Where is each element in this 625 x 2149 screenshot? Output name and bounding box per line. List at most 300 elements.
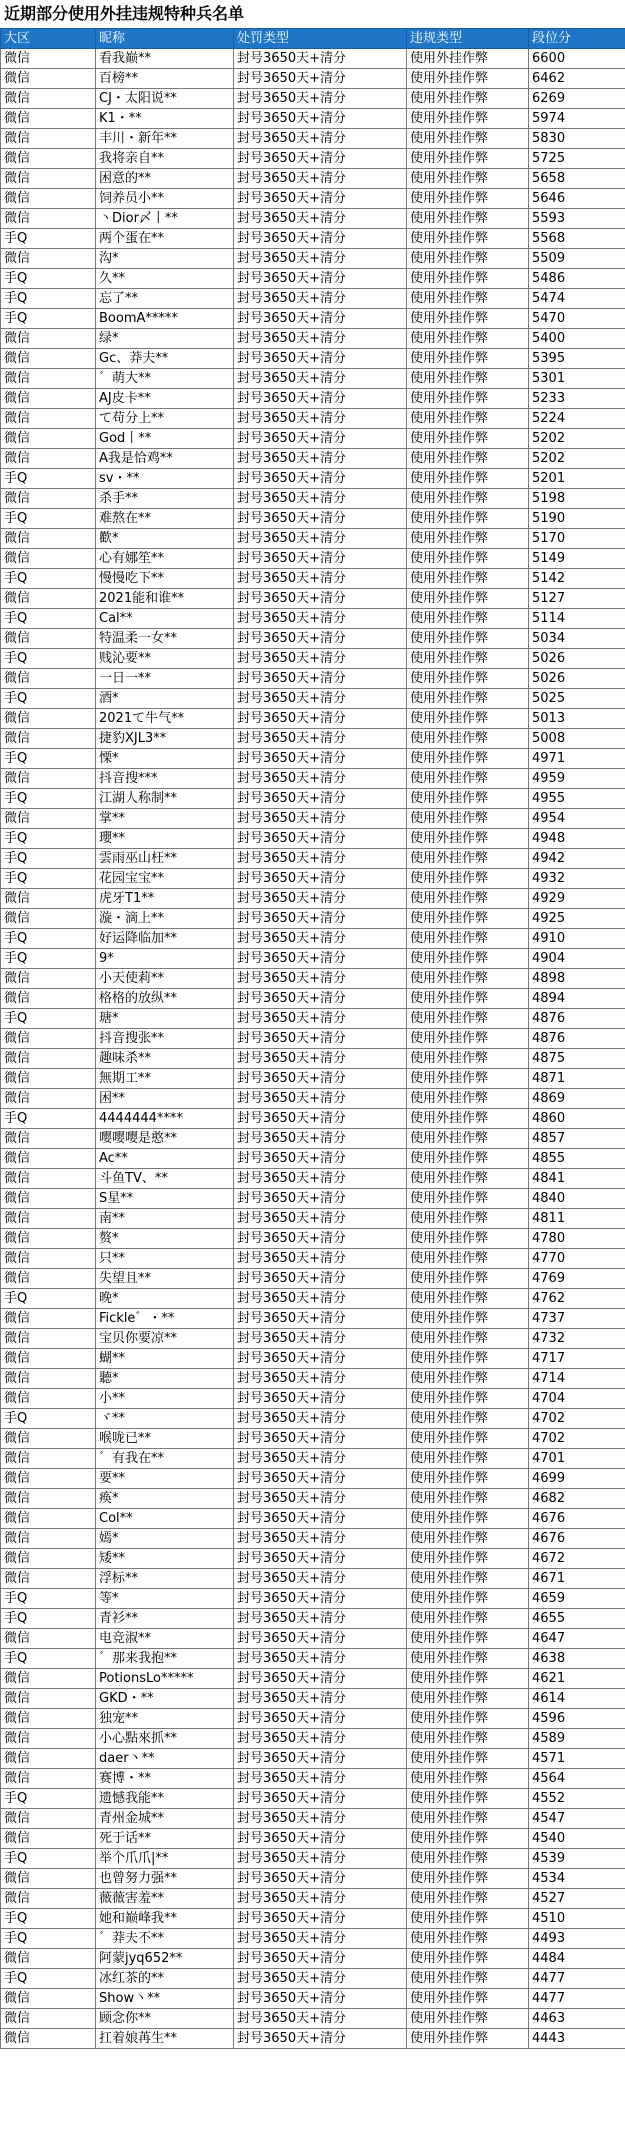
table-row bbox=[1, 969, 625, 989]
table-row bbox=[1, 1689, 625, 1709]
cell-nickname: 赛博・** bbox=[96, 1769, 234, 1789]
cell-penalty: 封号3650天+清分 bbox=[234, 1869, 407, 1889]
cell-violation: 使用外挂作弊 bbox=[407, 1709, 529, 1729]
cell-rank-score: 4932 bbox=[529, 869, 625, 889]
cell-violation: 使用外挂作弊 bbox=[407, 1989, 529, 2009]
cell-penalty: 封号3650天+清分 bbox=[234, 1809, 407, 1829]
cell-region: 手Q bbox=[1, 609, 96, 629]
cell-violation: 使用外挂作弊 bbox=[407, 1649, 529, 1669]
table-row bbox=[1, 1749, 625, 1769]
table-row bbox=[1, 1189, 625, 1209]
cell-violation: 使用外挂作弊 bbox=[407, 1669, 529, 1689]
cell-penalty: 封号3650天+清分 bbox=[234, 1649, 407, 1669]
cell-region: 微信 bbox=[1, 2009, 96, 2029]
cell-nickname: 绿* bbox=[96, 329, 234, 349]
cell-nickname: 小天使莉** bbox=[96, 969, 234, 989]
cell-rank-score: 4672 bbox=[529, 1549, 625, 1569]
cell-violation: 使用外挂作弊 bbox=[407, 869, 529, 889]
table-row bbox=[1, 1409, 625, 1429]
cell-rank-score: 5486 bbox=[529, 269, 625, 289]
cell-penalty: 封号3650天+清分 bbox=[234, 1029, 407, 1049]
cell-region: 微信 bbox=[1, 909, 96, 929]
cell-nickname: 丰川・新年** bbox=[96, 129, 234, 149]
cell-rank-score: 5593 bbox=[529, 209, 625, 229]
cell-rank-score: 5190 bbox=[529, 509, 625, 529]
cell-region: 微信 bbox=[1, 189, 96, 209]
cell-region: 微信 bbox=[1, 809, 96, 829]
cell-nickname: 也曾努力强** bbox=[96, 1869, 234, 1889]
cell-violation: 使用外挂作弊 bbox=[407, 1429, 529, 1449]
cell-penalty: 封号3650天+清分 bbox=[234, 69, 407, 89]
cell-penalty: 封号3650天+清分 bbox=[234, 949, 407, 969]
cell-penalty: 封号3650天+清分 bbox=[234, 689, 407, 709]
table-row bbox=[1, 1289, 625, 1309]
cell-penalty: 封号3650天+清分 bbox=[234, 1249, 407, 1269]
cell-region: 微信 bbox=[1, 1149, 96, 1169]
cell-rank-score: 4954 bbox=[529, 809, 625, 829]
cell-region: 手Q bbox=[1, 1589, 96, 1609]
cell-nickname: K1・** bbox=[96, 109, 234, 129]
cell-nickname: daer丶** bbox=[96, 1749, 234, 1769]
table-row bbox=[1, 989, 625, 1009]
cell-nickname: Ac** bbox=[96, 1149, 234, 1169]
cell-violation: 使用外挂作弊 bbox=[407, 2009, 529, 2029]
cell-penalty: 封号3650天+清分 bbox=[234, 1149, 407, 1169]
cell-nickname: 慢慢吃下** bbox=[96, 569, 234, 589]
cell-nickname: 南** bbox=[96, 1209, 234, 1229]
table-row bbox=[1, 49, 625, 69]
cell-nickname: 冰红茶的** bbox=[96, 1969, 234, 1989]
cell-nickname: 沟* bbox=[96, 249, 234, 269]
cell-nickname: 困意的** bbox=[96, 169, 234, 189]
cell-penalty: 封号3650天+清分 bbox=[234, 809, 407, 829]
cell-rank-score: 5170 bbox=[529, 529, 625, 549]
cell-region: 微信 bbox=[1, 989, 96, 1009]
cell-nickname: 浮标** bbox=[96, 1569, 234, 1589]
cell-nickname: 只** bbox=[96, 1249, 234, 1269]
cell-rank-score: 5201 bbox=[529, 469, 625, 489]
cell-region: 手Q bbox=[1, 1409, 96, 1429]
table-row bbox=[1, 909, 625, 929]
cell-rank-score: 4732 bbox=[529, 1329, 625, 1349]
cell-nickname: 聽* bbox=[96, 1369, 234, 1389]
cell-rank-score: 4898 bbox=[529, 969, 625, 989]
table-row bbox=[1, 1989, 625, 2009]
table-row bbox=[1, 1769, 625, 1789]
cell-penalty: 封号3650天+清分 bbox=[234, 1469, 407, 1489]
cell-region: 微信 bbox=[1, 629, 96, 649]
cell-rank-score: 4477 bbox=[529, 1969, 625, 1989]
cell-penalty: 封号3650天+清分 bbox=[234, 749, 407, 769]
cell-nickname: Cal** bbox=[96, 609, 234, 629]
cell-rank-score: 4571 bbox=[529, 1749, 625, 1769]
cell-nickname: BoomA***** bbox=[96, 309, 234, 329]
cell-nickname: て苟分上** bbox=[96, 409, 234, 429]
page-title: 近期部分使用外挂违规特种兵名单 bbox=[4, 4, 245, 23]
table-row bbox=[1, 949, 625, 969]
table-row bbox=[1, 1589, 625, 1609]
cell-rank-score: 5830 bbox=[529, 129, 625, 149]
cell-region: 微信 bbox=[1, 1669, 96, 1689]
cell-rank-score: 4702 bbox=[529, 1409, 625, 1429]
cell-region: 微信 bbox=[1, 49, 96, 69]
cell-violation: 使用外挂作弊 bbox=[407, 829, 529, 849]
cell-rank-score: 4539 bbox=[529, 1849, 625, 1869]
table-row bbox=[1, 1429, 625, 1449]
cell-rank-score: 4869 bbox=[529, 1089, 625, 1109]
cell-penalty: 封号3650天+清分 bbox=[234, 409, 407, 429]
cell-violation: 使用外挂作弊 bbox=[407, 969, 529, 989]
cell-region: 手Q bbox=[1, 509, 96, 529]
cell-violation: 使用外挂作弊 bbox=[407, 769, 529, 789]
cell-region: 手Q bbox=[1, 469, 96, 489]
cell-region: 微信 bbox=[1, 729, 96, 749]
table-row bbox=[1, 1029, 625, 1049]
cell-rank-score: 4638 bbox=[529, 1649, 625, 1669]
cell-penalty: 封号3650天+清分 bbox=[234, 449, 407, 469]
cell-region: 手Q bbox=[1, 289, 96, 309]
cell-violation: 使用外挂作弊 bbox=[407, 369, 529, 389]
cell-violation: 使用外挂作弊 bbox=[407, 1529, 529, 1549]
cell-nickname: 死于话** bbox=[96, 1829, 234, 1849]
cell-violation: 使用外挂作弊 bbox=[407, 1309, 529, 1329]
cell-region: 微信 bbox=[1, 1089, 96, 1109]
cell-region: 手Q bbox=[1, 789, 96, 809]
cell-violation: 使用外挂作弊 bbox=[407, 1689, 529, 1709]
cell-penalty: 封号3650天+清分 bbox=[234, 1529, 407, 1549]
table-row bbox=[1, 1089, 625, 1109]
cell-penalty: 封号3650天+清分 bbox=[234, 1349, 407, 1369]
cell-penalty: 封号3650天+清分 bbox=[234, 1309, 407, 1329]
cell-rank-score: 5149 bbox=[529, 549, 625, 569]
cell-rank-score: 5025 bbox=[529, 689, 625, 709]
table-row bbox=[1, 1049, 625, 1069]
table-row bbox=[1, 469, 625, 489]
cell-violation: 使用外挂作弊 bbox=[407, 689, 529, 709]
cell-rank-score: 5646 bbox=[529, 189, 625, 209]
table-row bbox=[1, 709, 625, 729]
cell-nickname: 顾念你** bbox=[96, 2009, 234, 2029]
cell-nickname: ゛有我在** bbox=[96, 1449, 234, 1469]
cell-region: 微信 bbox=[1, 1629, 96, 1649]
cell-penalty: 封号3650天+清分 bbox=[234, 669, 407, 689]
cell-rank-score: 4910 bbox=[529, 929, 625, 949]
cell-violation: 使用外挂作弊 bbox=[407, 1829, 529, 1849]
cell-penalty: 封号3650天+清分 bbox=[234, 1909, 407, 1929]
cell-rank-score: 5233 bbox=[529, 389, 625, 409]
cell-violation: 使用外挂作弊 bbox=[407, 309, 529, 329]
cell-nickname: 2021て牛气** bbox=[96, 709, 234, 729]
cell-violation: 使用外挂作弊 bbox=[407, 1349, 529, 1369]
cell-nickname: 4444444**** bbox=[96, 1109, 234, 1129]
cell-penalty: 封号3650天+清分 bbox=[234, 1189, 407, 1209]
table-row bbox=[1, 1929, 625, 1949]
cell-region: 微信 bbox=[1, 129, 96, 149]
cell-violation: 使用外挂作弊 bbox=[407, 669, 529, 689]
cell-rank-score: 4876 bbox=[529, 1029, 625, 1049]
cell-nickname: 小心點來抓** bbox=[96, 1729, 234, 1749]
cell-violation: 使用外挂作弊 bbox=[407, 909, 529, 929]
cell-penalty: 封号3650天+清分 bbox=[234, 1789, 407, 1809]
table-row bbox=[1, 249, 625, 269]
cell-penalty: 封号3650天+清分 bbox=[234, 789, 407, 809]
cell-penalty: 封号3650天+清分 bbox=[234, 1089, 407, 1109]
cell-nickname: 青衫** bbox=[96, 1609, 234, 1629]
cell-rank-score: 5301 bbox=[529, 369, 625, 389]
cell-region: 微信 bbox=[1, 149, 96, 169]
cell-penalty: 封号3650天+清分 bbox=[234, 989, 407, 1009]
cell-region: 手Q bbox=[1, 1789, 96, 1809]
cell-region: 微信 bbox=[1, 69, 96, 89]
cell-nickname: A我是恰鸡** bbox=[96, 449, 234, 469]
cell-region: 微信 bbox=[1, 1989, 96, 2009]
cell-rank-score: 4841 bbox=[529, 1169, 625, 1189]
cell-penalty: 封号3650天+清分 bbox=[234, 1289, 407, 1309]
cell-nickname: S星** bbox=[96, 1189, 234, 1209]
table-row bbox=[1, 69, 625, 89]
cell-region: 手Q bbox=[1, 1929, 96, 1949]
cell-rank-score: 4682 bbox=[529, 1489, 625, 1509]
cell-violation: 使用外挂作弊 bbox=[407, 1809, 529, 1829]
cell-rank-score: 6269 bbox=[529, 89, 625, 109]
cell-violation: 使用外挂作弊 bbox=[407, 989, 529, 1009]
cell-nickname: 举个爪爪|** bbox=[96, 1849, 234, 1869]
cell-violation: 使用外挂作弊 bbox=[407, 269, 529, 289]
cell-penalty: 封号3650天+清分 bbox=[234, 969, 407, 989]
cell-violation: 使用外挂作弊 bbox=[407, 569, 529, 589]
cell-violation: 使用外挂作弊 bbox=[407, 1549, 529, 1569]
cell-penalty: 封号3650天+清分 bbox=[234, 129, 407, 149]
cell-region: 微信 bbox=[1, 1769, 96, 1789]
cell-penalty: 封号3650天+清分 bbox=[234, 869, 407, 889]
cell-penalty: 封号3650天+清分 bbox=[234, 769, 407, 789]
cell-violation: 使用外挂作弊 bbox=[407, 409, 529, 429]
cell-rank-score: 4714 bbox=[529, 1369, 625, 1389]
table-row bbox=[1, 849, 625, 869]
cell-penalty: 封号3650天+清分 bbox=[234, 1409, 407, 1429]
cell-rank-score: 4762 bbox=[529, 1289, 625, 1309]
cell-rank-score: 5026 bbox=[529, 669, 625, 689]
table-row bbox=[1, 449, 625, 469]
cell-violation: 使用外挂作弊 bbox=[407, 209, 529, 229]
cell-region: 手Q bbox=[1, 649, 96, 669]
cell-nickname: 特温柔一女** bbox=[96, 629, 234, 649]
cell-region: 微信 bbox=[1, 449, 96, 469]
cell-violation: 使用外挂作弊 bbox=[407, 229, 529, 249]
cell-rank-score: 4463 bbox=[529, 2009, 625, 2029]
cell-rank-score: 5395 bbox=[529, 349, 625, 369]
cell-region: 微信 bbox=[1, 1369, 96, 1389]
cell-penalty: 封号3650天+清分 bbox=[234, 109, 407, 129]
table-row bbox=[1, 349, 625, 369]
cell-penalty: 封号3650天+清分 bbox=[234, 149, 407, 169]
cell-violation: 使用外挂作弊 bbox=[407, 1489, 529, 1509]
cell-region: 微信 bbox=[1, 89, 96, 109]
cell-violation: 使用外挂作弊 bbox=[407, 1789, 529, 1809]
cell-violation: 使用外挂作弊 bbox=[407, 469, 529, 489]
cell-region: 手Q bbox=[1, 1909, 96, 1929]
cell-rank-score: 4929 bbox=[529, 889, 625, 909]
table-row bbox=[1, 1569, 625, 1589]
table-row bbox=[1, 229, 625, 249]
cell-violation: 使用外挂作弊 bbox=[407, 1089, 529, 1109]
table-row bbox=[1, 109, 625, 129]
cell-nickname: PotionsLo***** bbox=[96, 1669, 234, 1689]
table-row bbox=[1, 1649, 625, 1669]
cell-nickname: 嘤嘤嘤是憨** bbox=[96, 1129, 234, 1149]
table-row bbox=[1, 509, 625, 529]
ban-list-table bbox=[0, 28, 625, 2049]
cell-region: 微信 bbox=[1, 1869, 96, 1889]
cell-region: 微信 bbox=[1, 1509, 96, 1529]
cell-region: 微信 bbox=[1, 1129, 96, 1149]
cell-rank-score: 4955 bbox=[529, 789, 625, 809]
cell-nickname: 贱沁要** bbox=[96, 649, 234, 669]
table-row bbox=[1, 1669, 625, 1689]
table-row bbox=[1, 749, 625, 769]
cell-region: 手Q bbox=[1, 1109, 96, 1129]
cell-violation: 使用外挂作弊 bbox=[407, 609, 529, 629]
table-row bbox=[1, 149, 625, 169]
table-row bbox=[1, 1349, 625, 1369]
cell-nickname: 瓔** bbox=[96, 829, 234, 849]
cell-violation: 使用外挂作弊 bbox=[407, 1569, 529, 1589]
cell-penalty: 封号3650天+清分 bbox=[234, 569, 407, 589]
cell-rank-score: 4527 bbox=[529, 1889, 625, 1909]
cell-violation: 使用外挂作弊 bbox=[407, 729, 529, 749]
cell-nickname: CJ・太阳说** bbox=[96, 89, 234, 109]
table-row bbox=[1, 1449, 625, 1469]
cell-penalty: 封号3650天+清分 bbox=[234, 1749, 407, 1769]
cell-penalty: 封号3650天+清分 bbox=[234, 1849, 407, 1869]
header-rank-score: 段位分 bbox=[529, 29, 625, 49]
cell-penalty: 封号3650天+清分 bbox=[234, 1709, 407, 1729]
table-row bbox=[1, 1329, 625, 1349]
table-row bbox=[1, 629, 625, 649]
cell-violation: 使用外挂作弊 bbox=[407, 1249, 529, 1269]
cell-penalty: 封号3650天+清分 bbox=[234, 349, 407, 369]
cell-penalty: 封号3650天+清分 bbox=[234, 529, 407, 549]
cell-rank-score: 4942 bbox=[529, 849, 625, 869]
table-body bbox=[1, 49, 625, 2049]
cell-penalty: 封号3650天+清分 bbox=[234, 549, 407, 569]
cell-violation: 使用外挂作弊 bbox=[407, 1769, 529, 1789]
cell-penalty: 封号3650天+清分 bbox=[234, 1369, 407, 1389]
cell-nickname: ヾ** bbox=[96, 1409, 234, 1429]
table-row bbox=[1, 1309, 625, 1329]
table-row bbox=[1, 1889, 625, 1909]
table-row bbox=[1, 209, 625, 229]
cell-region: 手Q bbox=[1, 829, 96, 849]
cell-rank-score: 4564 bbox=[529, 1769, 625, 1789]
cell-rank-score: 4855 bbox=[529, 1149, 625, 1169]
cell-region: 微信 bbox=[1, 589, 96, 609]
header-violation: 违规类型 bbox=[407, 29, 529, 49]
cell-rank-score: 4770 bbox=[529, 1249, 625, 1269]
cell-penalty: 封号3650天+清分 bbox=[234, 1069, 407, 1089]
cell-region: 微信 bbox=[1, 1689, 96, 1709]
cell-violation: 使用外挂作弊 bbox=[407, 129, 529, 149]
cell-nickname: 花园宝宝** bbox=[96, 869, 234, 889]
cell-violation: 使用外挂作弊 bbox=[407, 509, 529, 529]
cell-region: 微信 bbox=[1, 1529, 96, 1549]
cell-nickname: 瑭* bbox=[96, 1009, 234, 1029]
table-row bbox=[1, 889, 625, 909]
cell-violation: 使用外挂作弊 bbox=[407, 349, 529, 369]
cell-rank-score: 4959 bbox=[529, 769, 625, 789]
cell-rank-score: 5198 bbox=[529, 489, 625, 509]
cell-region: 手Q bbox=[1, 569, 96, 589]
cell-rank-score: 5725 bbox=[529, 149, 625, 169]
cell-nickname: 虎牙T1** bbox=[96, 889, 234, 909]
table-row bbox=[1, 529, 625, 549]
cell-rank-score: 5142 bbox=[529, 569, 625, 589]
cell-penalty: 封号3650天+清分 bbox=[234, 209, 407, 229]
cell-violation: 使用外挂作弊 bbox=[407, 1609, 529, 1629]
cell-penalty: 封号3650天+清分 bbox=[234, 1889, 407, 1909]
cell-region: 微信 bbox=[1, 329, 96, 349]
cell-penalty: 封号3650天+清分 bbox=[234, 1049, 407, 1069]
cell-violation: 使用外挂作弊 bbox=[407, 1229, 529, 1249]
cell-region: 微信 bbox=[1, 1069, 96, 1089]
cell-rank-score: 4484 bbox=[529, 1949, 625, 1969]
cell-rank-score: 4780 bbox=[529, 1229, 625, 1249]
cell-nickname: 两个蛋在** bbox=[96, 229, 234, 249]
cell-rank-score: 4699 bbox=[529, 1469, 625, 1489]
cell-region: 微信 bbox=[1, 1889, 96, 1909]
table-row bbox=[1, 1729, 625, 1749]
cell-nickname: 趣味杀** bbox=[96, 1049, 234, 1069]
cell-penalty: 封号3650天+清分 bbox=[234, 609, 407, 629]
cell-penalty: 封号3650天+清分 bbox=[234, 1549, 407, 1569]
header-penalty: 处罚类型 bbox=[234, 29, 407, 49]
cell-penalty: 封号3650天+清分 bbox=[234, 1269, 407, 1289]
cell-nickname: 难熬在** bbox=[96, 509, 234, 529]
cell-violation: 使用外挂作弊 bbox=[407, 1069, 529, 1089]
cell-violation: 使用外挂作弊 bbox=[407, 849, 529, 869]
cell-rank-score: 4904 bbox=[529, 949, 625, 969]
cell-violation: 使用外挂作弊 bbox=[407, 1269, 529, 1289]
cell-rank-score: 5026 bbox=[529, 649, 625, 669]
cell-region: 手Q bbox=[1, 229, 96, 249]
cell-violation: 使用外挂作弊 bbox=[407, 1449, 529, 1469]
cell-region: 手Q bbox=[1, 1009, 96, 1029]
cell-rank-score: 5034 bbox=[529, 629, 625, 649]
cell-region: 微信 bbox=[1, 1249, 96, 1269]
cell-penalty: 封号3650天+清分 bbox=[234, 269, 407, 289]
table-row bbox=[1, 1969, 625, 1989]
table-row bbox=[1, 669, 625, 689]
table-row bbox=[1, 1809, 625, 1829]
cell-rank-score: 4875 bbox=[529, 1049, 625, 1069]
cell-violation: 使用外挂作弊 bbox=[407, 389, 529, 409]
cell-rank-score: 4589 bbox=[529, 1729, 625, 1749]
cell-region: 微信 bbox=[1, 429, 96, 449]
cell-rank-score: 4811 bbox=[529, 1209, 625, 1229]
cell-region: 微信 bbox=[1, 109, 96, 129]
table-row bbox=[1, 409, 625, 429]
cell-penalty: 封号3650天+清分 bbox=[234, 169, 407, 189]
cell-penalty: 封号3650天+清分 bbox=[234, 189, 407, 209]
cell-penalty: 封号3650天+清分 bbox=[234, 309, 407, 329]
cell-nickname: 矮** bbox=[96, 1549, 234, 1569]
cell-violation: 使用外挂作弊 bbox=[407, 189, 529, 209]
cell-violation: 使用外挂作弊 bbox=[407, 889, 529, 909]
cell-nickname: 阿蒙jyq652** bbox=[96, 1949, 234, 1969]
cell-violation: 使用外挂作弊 bbox=[407, 489, 529, 509]
cell-nickname: ゛萌大** bbox=[96, 369, 234, 389]
cell-violation: 使用外挂作弊 bbox=[407, 289, 529, 309]
